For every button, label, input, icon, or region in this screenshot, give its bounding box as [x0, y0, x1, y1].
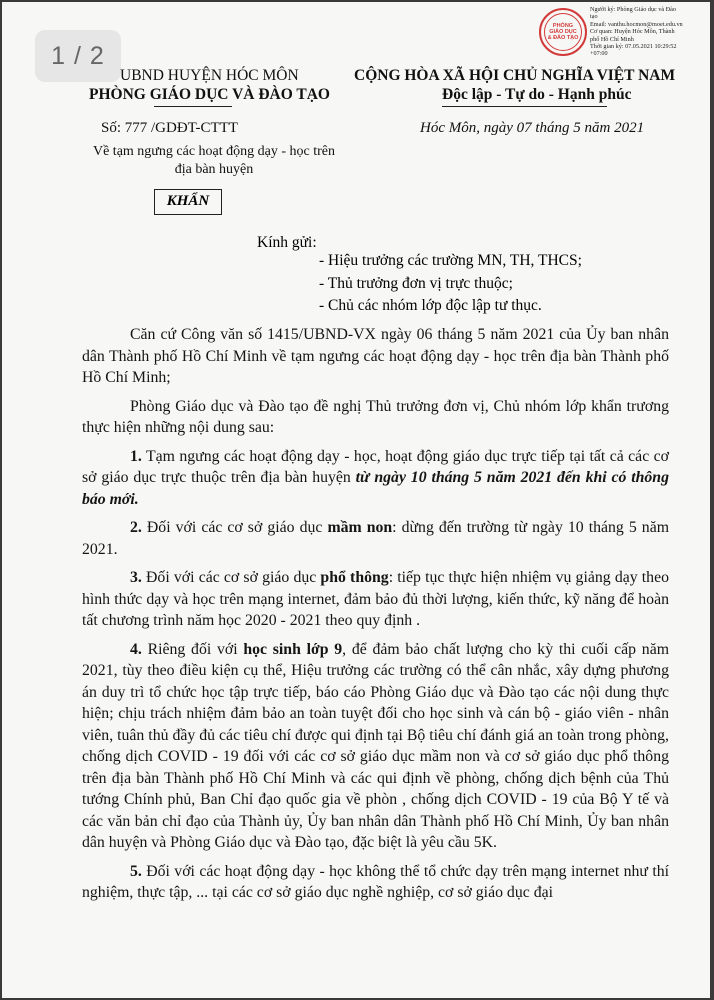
paragraph-basis: Căn cứ Công văn số 1415/UBND-VX ngày 06 tháng 5 năm 2021 của Ủy ban nhân dân Thành phố Hồ Chí Minh về tạm ngưng các hoạt động dạy - học trên địa bàn Thành phố Hồ Chí Minh;	[82, 326, 669, 386]
paragraph-item-4: 4. Riêng đối với học sinh lớp 9, để đảm bảo chất lượng cho kỳ thi cuối cấp năm 2021, tùy theo điều kiện cụ thể, Hiệu trưởng các trường có thể cân nhắc, xây dựng phương án duy trì tổ chức học tập trực tiếp, báo cáo Phòng Giáo dục và Đào tạo các nội dung thực hiện; chịu trách nhiệm đảm bảo an toàn tuyệt đối cho học sinh và cán bộ - giáo viên - nhân viên, tuân thủ đầy đủ các tiêu chí được qui định tại Bộ tiêu chí đánh giá an toàn trong phòng, chống dịch COVID - 19 đối với các cơ sở giáo dục mầm non và cơ sở giáo dục phổ thông trên địa bàn Thành phố Hồ Chí Minh và các qui định về phòng, chống dịch bệnh của Thủ tướng Chính phủ, Ban Chỉ đạo quốc gia về phòn , chống dịch COVID - 19 của Bộ Y tế và các văn bản chỉ đạo của Thành ủy, Ủy ban nhân dân Thành phố Hồ Chí Minh, Ủy ban nhân dân huyện và Phòng Giáo dục và Đào tạo, đặc biệt là yêu cầu 5K.	[82, 640, 669, 851]
signature-details: Người ký: Phòng Giáo dục và Đào tạo Email: vanthu.hocmon@moet.edu.vn Cơ quan: Huyện Hóc Môn, Thành phố Hồ Chí Minh Thời gian ký: 07.05.2021 10:29:52 +07:00	[590, 6, 683, 58]
national-title: CỘNG HÒA XÃ HỘI CHỦ NGHĨA VIỆT NAM	[354, 67, 676, 84]
page-indicator[interactable]: 1 / 2	[35, 30, 121, 82]
paragraph-request: Phòng Giáo dục và Đào tạo đề nghị Thủ trưởng đơn vị, Chủ nhóm lớp khẩn trương thực hiện những nội dung sau:	[82, 397, 669, 436]
agency-name: UBND HUYỆN HÓC MÔN	[120, 67, 299, 84]
paragraph-item-2: 2. Đối với các cơ sở giáo dục mầm non: dừng đến trường từ ngày 10 tháng 5 năm 2021.	[82, 519, 669, 558]
urgency-badge: KHẨN	[154, 189, 222, 215]
header-right-rule	[442, 106, 607, 107]
document-date: Hóc Môn, ngày 07 tháng 5 năm 2021	[420, 120, 645, 136]
paragraph-item-1: 1. Tạm ngưng các hoạt động dạy - học, hoạt động giáo dục trực tiếp tại tất cả các cơ sở giáo dục trực thuộc trên địa bàn huyện từ ngày 10 tháng 5 năm 2021 đến khi có thông báo mới.	[82, 447, 669, 508]
recipient-item: - Hiệu trưởng các trường MN, TH, THCS;	[319, 252, 582, 269]
paragraph-item-5: 5. Đối với các hoạt động dạy - học không thể tổ chức dạy trên mạng internet như thí nghiệm, thực tập, ... tại các cơ sở giáo dục nghề nghiệp, cơ sở giáo dục đại	[82, 862, 669, 901]
salutation: Kính gửi:	[257, 234, 317, 251]
recipient-item: - Chủ các nhóm lớp độc lập tư thục.	[319, 297, 542, 314]
department-name: PHÒNG GIÁO DỤC VÀ ĐÀO TẠO	[89, 86, 330, 103]
recipient-list	[319, 250, 582, 318]
national-motto: Độc lập - Tự do - Hạnh phúc	[442, 86, 632, 103]
document-number: Số: 777 /GDĐT-CTTT	[101, 120, 238, 136]
seal-stamp-icon: PHÒNG GIÁO DỤC & ĐÀO TẠO	[539, 8, 587, 56]
header-left-rule	[154, 106, 232, 107]
document-body	[82, 324, 669, 911]
recipient-item: - Thủ trưởng đơn vị trực thuộc;	[319, 274, 513, 292]
document-subject: Về tạm ngưng các hoạt động dạy - học trên địa bàn huyện	[92, 144, 335, 177]
document-page	[2, 2, 710, 998]
paragraph-item-3: 3. Đối với các cơ sở giáo dục phổ thông: tiếp tục thực hiện nhiệm vụ giảng dạy theo hình thức dạy và học trên mạng internet, đảm bảo đủ thời lượng, kiến thức, kỹ năng để hoàn tất chương trình năm học 2020 - 2021 theo quy định .	[82, 569, 669, 629]
